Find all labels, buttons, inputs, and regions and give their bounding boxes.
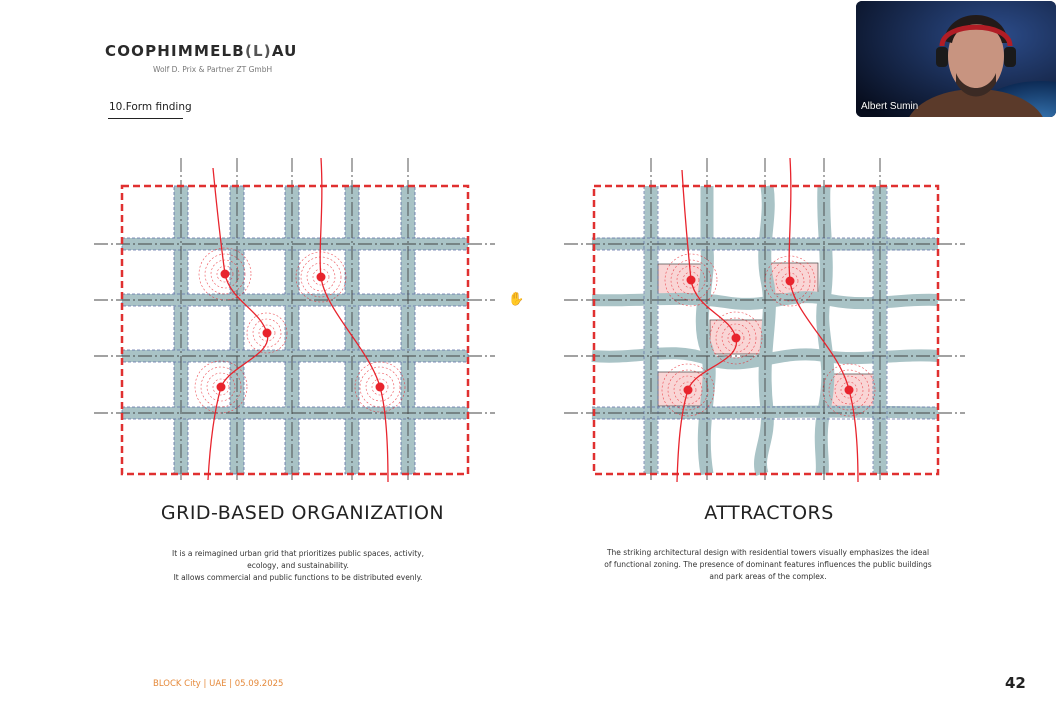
section-underline	[108, 118, 183, 119]
footer-project-label: BLOCK City | UAE | 05.09.2025	[153, 679, 284, 689]
grid-heading: GRID-BASED ORGANIZATION	[160, 502, 445, 524]
attractors-diagram-svg	[560, 150, 970, 485]
company-logo	[105, 42, 298, 60]
attractors-heading: ATTRACTORS	[704, 502, 834, 524]
logo-text-right: AU	[271, 42, 298, 60]
grid-diagram	[90, 150, 500, 485]
logo-text-mid: (L)	[244, 42, 272, 60]
attractors-description-line: of functional zoning. The presence of dominant features influences the public buildings	[604, 560, 932, 569]
grid-description-line: It is a reimagined urban grid that prioritizes public spaces, activity,	[172, 549, 424, 558]
grid-description-line: It allows commercial and public functions to be distributed evenly.	[173, 573, 423, 582]
attractors-diagram	[560, 150, 970, 485]
grid-description-line: ecology, and sustainability.	[247, 561, 349, 570]
attractors-description-line: and park areas of the complex.	[709, 572, 827, 581]
attractors-description	[600, 547, 936, 583]
section-title: 10.Form finding	[109, 101, 192, 113]
page-number: 42	[1005, 674, 1026, 692]
grid-diagram-svg	[90, 150, 500, 485]
grid-description	[150, 548, 446, 584]
attractors-description-line: The striking architectural design with residential towers visually emphasizes the ideal	[606, 548, 930, 557]
logo-subtitle: Wolf D. Prix & Partner ZT GmbH	[153, 65, 273, 74]
logo-text-left: COOPHIMMELB	[105, 42, 245, 60]
hand-cursor-icon: ✋	[508, 291, 525, 306]
webcam-tile[interactable]	[856, 1, 1056, 117]
webcam-video	[856, 1, 1056, 117]
participant-name: Albert Sumin	[861, 101, 919, 112]
